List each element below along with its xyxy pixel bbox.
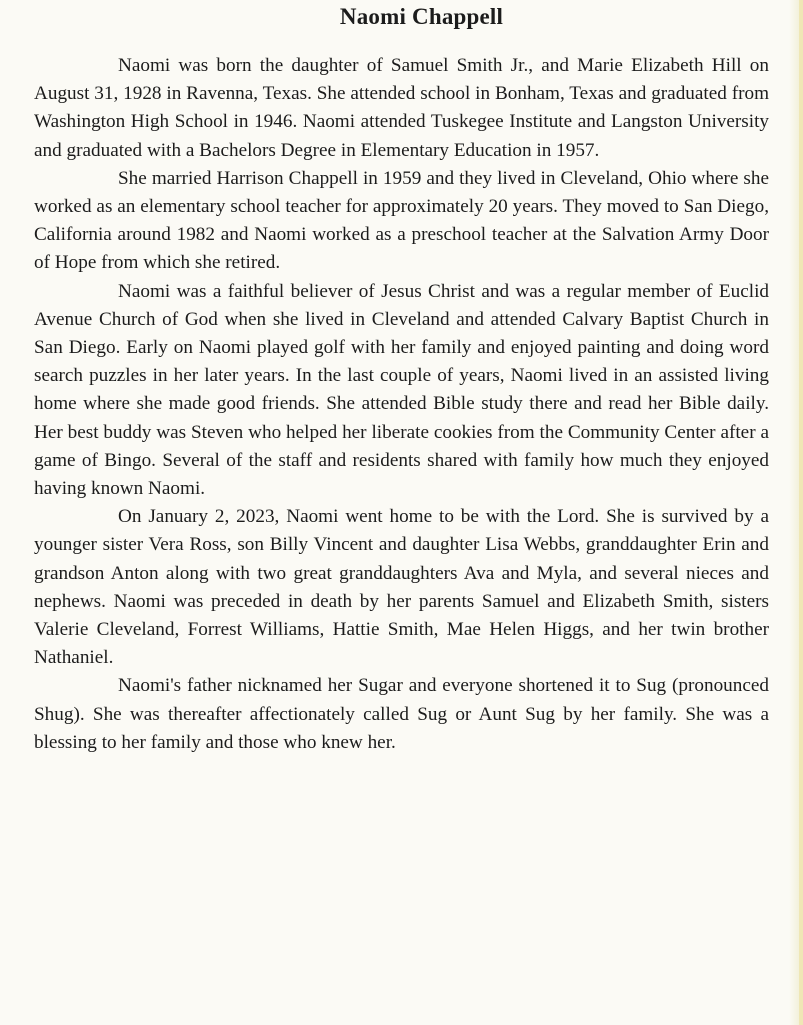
paragraph-marriage-career: She married Harrison Chappell in 1959 and they lived in Cleveland, Ohio where she worked as an elementary school teacher for approximately 20 years. They moved to San Diego, California around 1982 and Naomi worked as a preschool teacher at the Salvation Army Door of Hope from which she retired. — [34, 167, 769, 274]
paragraph-passing-family: On January 2, 2023, Naomi went home to be with the Lord. She is survived by a younger sister Vera Ross, son Billy Vincent and daughter Lisa Webbs, granddaughter Erin and grandson Anton along with two great granddaughters Ava and Myla, and several nieces and nephews. Naomi was preceded in death by her parents Samuel and Elizabeth Smith, sisters Valerie Cleveland, Forrest Williams, Hattie Smith, Mae Helen Higgs, and her twin brother Nathaniel. — [34, 506, 769, 669]
paragraph-birth-education: Naomi was born the daughter of Samuel Smith Jr., and Marie Elizabeth Hill on August 31, 1928 in Ravenna, Texas. She attended school in Bonham, Texas and graduated from Washington High School in 1946. Naomi attended Tuskegee Institute and Langston University and graduated with a Bachelors Degree in Elementary Education in 1957. — [34, 55, 769, 161]
page-title: Naomi Chappell — [339, 4, 504, 29]
paragraph-nickname: Naomi's father nicknamed her Sugar and everyone shortened it to Sug (pronounced Shug). She was thereafter affectionately called Sug or Aunt Sug by her family. She was a blessing to her family and those who knew her. — [34, 675, 769, 753]
page-edge-tint — [799, 0, 803, 1025]
paragraph-faith-hobbies: Naomi was a faithful believer of Jesus Christ and was a regular member of Euclid Avenue Church of God when she lived in Cleveland and attended Calvary Baptist Church in San Diego. Early on Naomi played golf with her family and enjoyed painting and doing word search puzzles in her later years. In the last couple of years, Naomi lived in an assisted living home where she made good friends. She attended Bible study there and read her Bible daily. Her best buddy was Steven who helped her liberate cookies from the Community Center after a game of Bingo. Several of the staff and residents shared with family how much they enjoyed having known Naomi. — [34, 280, 769, 500]
